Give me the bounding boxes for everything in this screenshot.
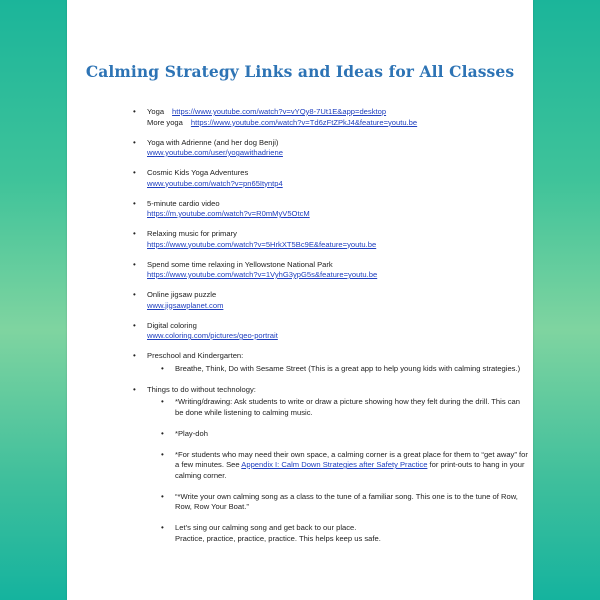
cardio-link[interactable]: https://m.youtube.com/watch?v=R0mMyV5OtcM [147, 209, 310, 218]
corner-text-after: for print-outs to hang in your calming corner. [175, 460, 525, 480]
page-title: Calming Strategy Links and Ideas for All Classes [85, 62, 515, 81]
item-label: Online jigsaw puzzle [147, 290, 217, 299]
item-label: Things to do without technology: [147, 384, 256, 394]
list-item-coloring [133, 321, 528, 342]
list-item-relaxing-music [133, 229, 528, 250]
list-item-cardio [133, 199, 528, 220]
item-label: Digital coloring [147, 320, 197, 330]
sub-item-calming-corner [161, 450, 528, 482]
adrienne-link[interactable]: www.youtube.com/user/yogawithadriene [147, 148, 283, 157]
preschool-sublist [147, 364, 528, 375]
no-technology-sublist [147, 397, 528, 544]
relaxing-music-link[interactable]: https://www.youtube.com/watch?v=5HrkXT5Bc9E&feature=youtu.be [147, 239, 377, 249]
item-label: Yoga [147, 107, 165, 116]
list-item-yellowstone [133, 260, 528, 281]
item-label: Relaxing music for primary [147, 229, 237, 238]
list-item-preschool [133, 351, 528, 374]
list-item-yoga [133, 107, 528, 128]
jigsaw-link[interactable]: www.jigsawplanet.com [147, 300, 224, 310]
cosmic-kids-link[interactable]: www.youtube.com/watch?v=pn65Ityntp4 [147, 178, 283, 188]
item-label: Spend some time relaxing in Yellowstone National Park [147, 259, 333, 269]
sub-item-calming-song: • “*Write your own calming song as a class to the tune of a familiar song. This one is to the tune of Row, Row, Row Your Boat.” [161, 492, 528, 513]
strategy-list [133, 107, 528, 555]
sub-item-writing: • *Writing/drawing: Ask students to write or draw a picture showing how they felt during the drill. This can be done while listening to calming music. [161, 397, 528, 418]
sub-item-sesame-street: • Breathe, Think, Do with Sesame Street (This is a great app to help young kids with calming strategies.) [161, 364, 528, 375]
appendix-link[interactable]: Appendix I: Calm Down Strategies after Safety Practice [241, 460, 428, 469]
yellowstone-link[interactable]: https://www.youtube.com/watch?v=1VyhG3ypG5s&feature=youtu.be [147, 270, 378, 279]
item-label: Preschool and Kindergarten: [147, 351, 244, 360]
yoga-link[interactable]: https://www.youtube.com/watch?v=vYQy8-7Ut1E&app=desktop [172, 107, 387, 116]
sub-item-sing-along [161, 523, 528, 544]
document-page [67, 0, 533, 600]
sing-line-1: Let’s sing our calming song and get back to our place. [175, 523, 357, 532]
sing-line-2: Practice, practice, practice, practice. This helps keep us safe. [175, 533, 381, 543]
item-label: Cosmic Kids Yoga Adventures [147, 168, 249, 177]
list-item-cosmic-kids [133, 168, 528, 189]
item-label-more-yoga: More yoga [147, 117, 183, 127]
list-item-no-technology [133, 385, 528, 545]
item-label: 5-minute cardio video [147, 198, 220, 208]
corner-text-before: *For students who may need their own space, a calming corner is a great place for them to “get away” for a few minutes. See [175, 449, 528, 469]
list-item-adrienne [133, 138, 528, 159]
item-label: Yoga with Adrienne (and her dog Benji) [147, 137, 279, 147]
coloring-link[interactable]: www.coloring.com/pictures/geo-portrait [147, 331, 278, 340]
sub-item-playdoh: • *Play-doh [161, 429, 528, 440]
more-yoga-link[interactable]: https://www.youtube.com/watch?v=Td6zFtZPkJ4&feature=youtu.be [190, 117, 418, 127]
list-item-jigsaw [133, 290, 528, 311]
